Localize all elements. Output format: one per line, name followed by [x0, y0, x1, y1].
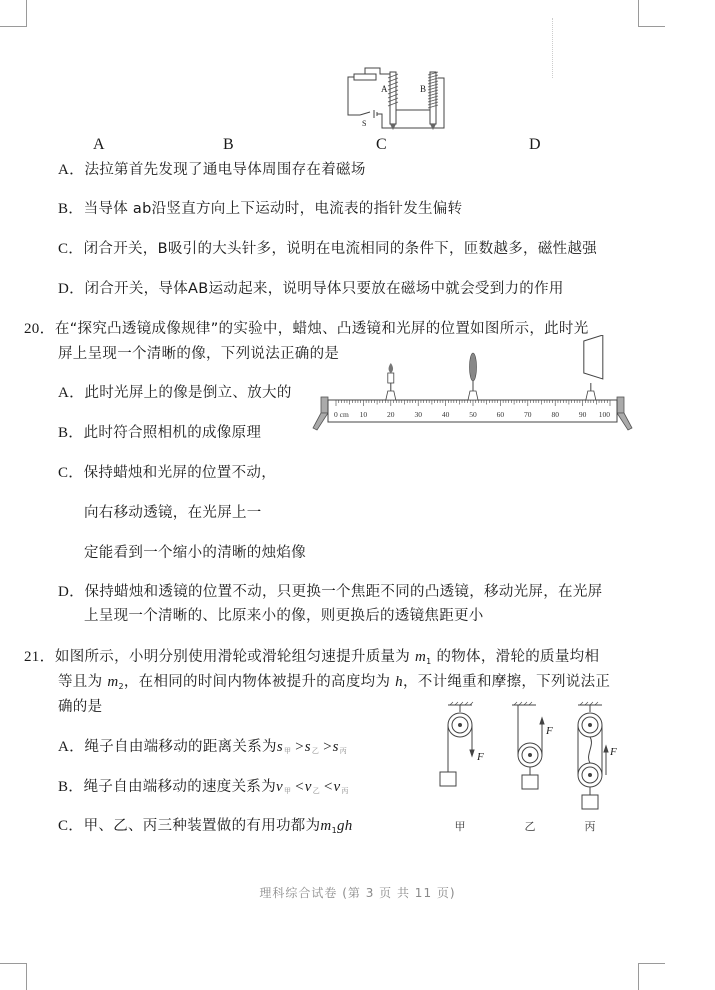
subscript: 甲	[283, 787, 292, 795]
subscript: 甲	[283, 747, 292, 755]
option-text: 此时光屏上的像是倒立、放大的	[84, 385, 292, 401]
option-math	[276, 779, 352, 795]
rheostat	[354, 74, 376, 80]
q20-option-c-line-2: 向右移动透镜，在光屏上一	[84, 505, 262, 521]
variable-h: h	[395, 674, 403, 690]
crop-mark-top-left	[0, 0, 27, 27]
variable: s	[276, 739, 283, 755]
variable: s	[332, 739, 339, 755]
optical-bench-figure	[305, 335, 640, 435]
option-letter: D．	[58, 584, 85, 600]
page-footer: 理科综合试卷 (第 3 页 共 11 页)	[259, 886, 456, 900]
subscript: 1	[426, 657, 432, 666]
variable-m1: m	[415, 649, 427, 665]
option-text: 绳子自由端移动的距离关系为	[84, 739, 277, 755]
pulley-jia	[440, 702, 474, 786]
option-letter: A．	[58, 385, 85, 401]
q19-option-a[interactable]	[58, 160, 366, 180]
ruler-tick-label: 10	[359, 410, 368, 419]
relation-operator: <	[323, 779, 334, 795]
force-label-jia: F	[477, 751, 484, 763]
figure-label-c: C	[376, 136, 387, 153]
question-text: 如图所示，小明分别使用滑轮或滑轮组匀速提升质量为	[54, 649, 416, 665]
q21-stem-line-1	[24, 647, 599, 672]
pulley-yi	[512, 702, 544, 789]
option-letter: A．	[58, 739, 85, 755]
q19-option-d[interactable]	[58, 279, 564, 299]
variable: v	[276, 779, 283, 795]
ruler-tick-label: 90	[578, 410, 587, 419]
q20-stem-line-2: 屏上呈现一个清晰的像，下列说法正确的是	[58, 346, 340, 362]
option-letter: C．	[58, 241, 84, 257]
binding-dots	[552, 18, 554, 78]
candle	[386, 363, 396, 400]
q20-option-a[interactable]	[58, 383, 292, 403]
question-text: 等且为	[58, 674, 108, 690]
option-text: 闭合开关，B吸引的大头针多，说明在电流相同的条件下，匝数越多，磁性越强	[83, 241, 598, 257]
relation-operator: <	[294, 779, 305, 795]
subscript: 丙	[341, 787, 349, 795]
q20-option-b[interactable]	[58, 423, 261, 443]
left-leg	[313, 413, 328, 430]
q20-option-c-line-3: 定能看到一个缩小的清晰的烛焰像	[84, 545, 306, 561]
option-text: 当导体 ab沿竖直方向上下运动时，电流表的指针发生偏转	[83, 201, 463, 217]
subscript: 丙	[339, 747, 348, 755]
q21-stem-line-2	[58, 672, 610, 697]
light-screen	[584, 335, 603, 400]
subscript: 2	[118, 682, 124, 691]
ruler-tick-label: 50	[469, 410, 477, 419]
option-letter: A．	[58, 162, 85, 178]
option-text: 法拉第首先发现了通电导体周围存在着磁场	[84, 162, 366, 178]
ruler-tick-label: 100	[598, 410, 610, 419]
option-letter: B．	[58, 425, 84, 441]
option-math	[277, 739, 350, 755]
ruler-unit-label: 0 cm	[334, 410, 349, 419]
option-letter: B．	[58, 779, 84, 795]
force-label-yi: F	[546, 725, 553, 737]
question-number: 21．	[24, 649, 55, 665]
option-letter: B．	[58, 201, 84, 217]
q21-option-a[interactable]	[58, 737, 350, 761]
figure-label-d: D	[529, 136, 541, 153]
variable: v	[333, 779, 341, 795]
ruler-tick-label: 60	[496, 410, 505, 419]
variable: s	[304, 739, 311, 755]
switch	[360, 112, 370, 115]
option-text: 绳子自由端移动的速度关系为	[83, 779, 277, 795]
figure-label-yi: 乙	[524, 821, 536, 833]
option-letter: C．	[58, 818, 84, 834]
option-text: 甲、乙、丙三种装置做的有用功都为	[83, 818, 321, 834]
subscript: 乙	[312, 787, 321, 795]
option-text: 保持蜡烛和光屏的位置不动，	[83, 465, 277, 481]
ruler-tick-label: 30	[414, 410, 422, 419]
q19-option-c[interactable]	[58, 239, 597, 259]
figure-label-jia: 甲	[454, 821, 466, 833]
coil-a-label: A	[381, 84, 388, 94]
variable: v	[304, 779, 312, 795]
variable-m1: m	[320, 818, 332, 834]
switch-label: S	[362, 119, 367, 128]
electromagnet-circuit-figure	[340, 60, 460, 135]
subscript: 乙	[311, 747, 320, 755]
ruler-tick-label: 80	[551, 410, 559, 419]
q20-option-d[interactable]	[58, 582, 602, 602]
q21-option-c[interactable]	[58, 816, 353, 841]
convex-lens	[468, 353, 478, 400]
ruler-tick-label: 70	[524, 410, 532, 419]
option-text: 闭合开关，导体AB运动起来，说明导体只要放在磁场中就会受到力的作用	[84, 281, 564, 297]
figure-label-bing: 丙	[584, 821, 596, 833]
question-text: ，不计绳重和摩擦，下列说法正	[402, 674, 611, 690]
relation-operator: >	[294, 739, 305, 755]
crop-mark-bottom-right	[638, 963, 665, 990]
variable-gh: gh	[336, 818, 353, 834]
question-text: ，在相同的时间内物体被提升的高度均为	[123, 674, 396, 690]
pulley-figures	[430, 700, 620, 840]
option-text: 保持蜡烛和透镜的位置不动，只更换一个焦距不同的凸透镜，移动光屏，在光屏	[84, 584, 603, 600]
question-text: 在“探究凸透镜成像规律”的实验中，蜡烛、凸透镜和光屏的位置如图所示，此时光	[54, 321, 589, 337]
ruler-tick-label: 40	[441, 410, 450, 419]
q19-option-b[interactable]	[58, 199, 462, 219]
option-letter: D．	[58, 281, 85, 297]
coil-b-label: B	[420, 84, 427, 94]
pins	[390, 124, 436, 130]
crop-mark-bottom-left	[0, 963, 27, 990]
subscript: 1	[331, 826, 337, 835]
right-end-support	[617, 397, 624, 413]
figure-label-a: A	[93, 136, 105, 153]
q20-option-c[interactable]	[58, 463, 276, 483]
force-label-bing: F	[610, 746, 617, 758]
question-text: 的物体，滑轮的质量均相	[431, 649, 600, 665]
figure-label-b: B	[223, 136, 234, 153]
crop-mark-top-right	[638, 0, 665, 27]
q20-option-d-line-2: 上呈现一个清晰的、比原来小的像，则更换后的透镜焦距更小	[84, 608, 484, 624]
option-text: 此时符合照相机的成像原理	[83, 425, 262, 441]
ruler-tick-label: 20	[387, 410, 395, 419]
candle-flame	[389, 363, 394, 373]
question-number: 20．	[24, 321, 55, 337]
right-leg	[617, 413, 632, 430]
q21-stem-line-3: 确的是	[58, 699, 103, 715]
pulley-bing	[578, 702, 608, 809]
q21-option-b[interactable]	[58, 777, 352, 801]
left-end-support	[321, 397, 328, 413]
option-letter: C．	[58, 465, 84, 481]
relation-operator: >	[322, 739, 333, 755]
variable-m2: m	[107, 674, 119, 690]
